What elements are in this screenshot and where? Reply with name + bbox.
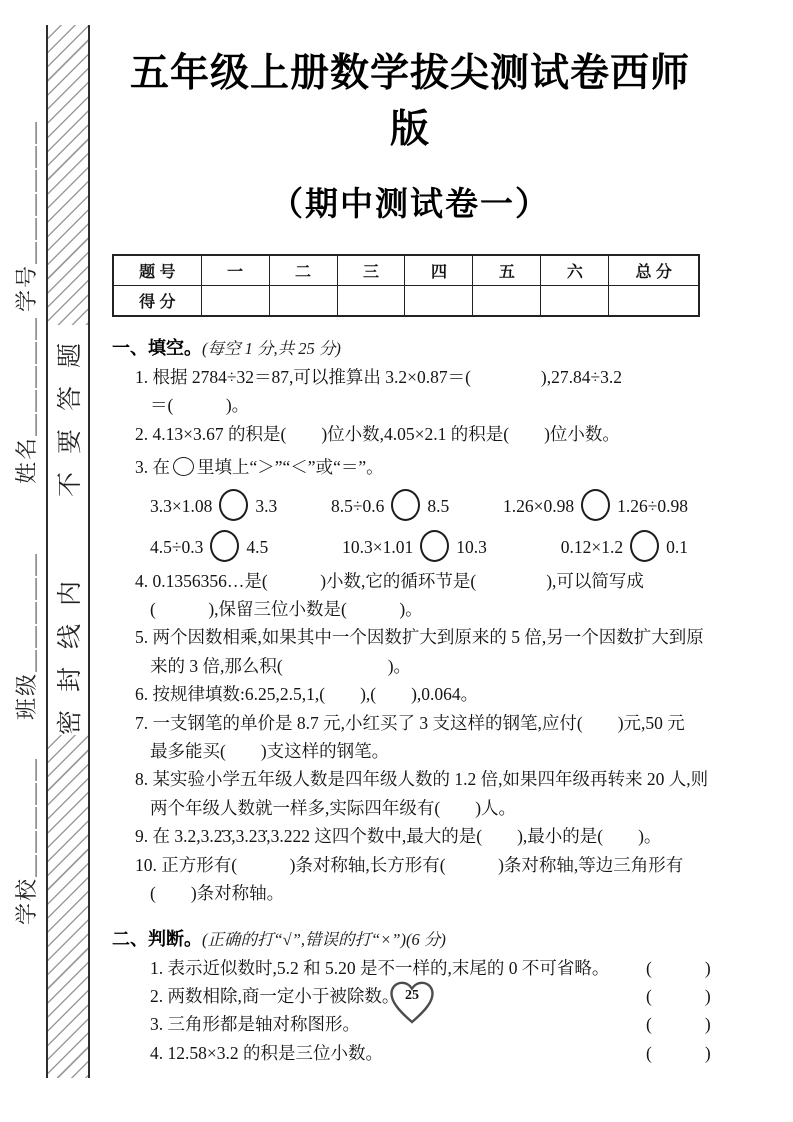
main-content bbox=[112, 42, 717, 1067]
compare-left: 8.5÷0.6 bbox=[331, 496, 385, 517]
hatch-pattern-bottom bbox=[48, 735, 88, 1078]
section-judge-title: 判断。 bbox=[148, 928, 202, 949]
question-9: 9. 在 3.2,3.2̇3̇,3.23̇,3.222 这四个数中,最大的是( ),最小的是( )。 bbox=[135, 826, 662, 847]
judge-answer-blank: ( ) bbox=[646, 957, 717, 978]
question-8-line-2: 两个年级人数就一样多,实际四年级有( )人。 bbox=[150, 797, 517, 818]
seal-text-lower: 密封线内 bbox=[57, 562, 84, 735]
compare-right: 0.1 bbox=[666, 537, 688, 558]
question-8-line-1: 8. 某实验小学五年级人数是四年级人数的 1.2 倍,如果四年级再转来 20 人,则 bbox=[135, 769, 709, 790]
score-table-header-cell: 总 分 bbox=[609, 255, 699, 286]
compare-left: 4.5÷0.3 bbox=[150, 537, 204, 558]
page-number-badge bbox=[388, 980, 436, 1026]
comparison-circle-icon bbox=[210, 530, 239, 562]
compare-left: 1.26×0.98 bbox=[503, 496, 575, 517]
score-table-score-row bbox=[113, 286, 699, 317]
question-4-line-2: ( ),保留三位小数是( )。 bbox=[150, 599, 423, 620]
compare-left: 10.3×1.01 bbox=[342, 537, 414, 558]
comparison-circle-icon bbox=[173, 457, 194, 476]
page-number: 25 bbox=[405, 988, 419, 1003]
judge-answer-blank: ( ) bbox=[646, 1042, 717, 1063]
hatch-pattern-top bbox=[48, 25, 88, 325]
comparison-circle-icon bbox=[391, 489, 420, 521]
score-cell bbox=[541, 286, 609, 317]
comparison-pair bbox=[342, 530, 487, 562]
page-title: 五年级上册数学拔尖测试卷西师版 bbox=[129, 52, 690, 151]
score-table-header-cell: 题 号 bbox=[113, 255, 201, 286]
judge-item-text: 4. 12.58×3.2 的积是三位小数。 bbox=[150, 1042, 383, 1063]
student-id-label: 学号＿＿＿＿＿＿ bbox=[13, 119, 39, 312]
question-5-line-1: 5. 两个因数相乘,如果其中一个因数扩大到原来的 5 倍,另一个因数扩大到原 bbox=[135, 627, 704, 648]
page-subtitle: （期中测试卷一） bbox=[270, 185, 550, 222]
school-label: 学校＿＿＿＿＿ bbox=[13, 756, 39, 925]
comparison-pair bbox=[561, 530, 688, 562]
school-field bbox=[4, 757, 46, 925]
comparison-circle-icon bbox=[420, 530, 449, 562]
compare-right: 3.3 bbox=[255, 496, 278, 517]
comparison-circle-icon bbox=[581, 489, 610, 521]
section-judge-number: 二、 bbox=[112, 928, 148, 949]
question-3-head-post: 里填上“＞”“＜”或“＝”。 bbox=[197, 457, 384, 478]
comparison-circle-icon bbox=[630, 530, 659, 562]
name-label: 姓名＿＿＿＿＿ bbox=[13, 315, 39, 484]
section-fill-title: 填空。 bbox=[148, 338, 202, 358]
judge-answer-blank: ( ) bbox=[646, 1014, 717, 1035]
judge-answer-blank: ( ) bbox=[646, 985, 717, 1006]
comparison-pair bbox=[150, 489, 277, 521]
judge-item-1 bbox=[112, 954, 717, 982]
seal-line-strip bbox=[46, 25, 90, 1078]
score-table-header-cell: 五 bbox=[473, 255, 541, 286]
compare-left: 0.12×1.2 bbox=[560, 537, 624, 558]
question-3-head-pre: 3. 在 bbox=[135, 457, 170, 478]
score-cell bbox=[405, 286, 473, 317]
comparison-circle-icon bbox=[219, 489, 248, 521]
score-table-header-cell: 一 bbox=[201, 255, 269, 286]
score-table-header-cell: 六 bbox=[541, 255, 609, 286]
score-cell bbox=[269, 286, 337, 317]
section-fill-header bbox=[112, 334, 708, 363]
compare-right: 8.5 bbox=[427, 496, 450, 517]
question-10-line-1: 10. 正方形有( )条对称轴,长方形有( )条对称轴,等边三角形有 bbox=[135, 854, 684, 875]
question-3-head bbox=[112, 453, 708, 481]
score-row-label: 得 分 bbox=[113, 286, 201, 317]
class-label: 班级＿＿＿＿＿ bbox=[13, 551, 39, 720]
score-table-header-row bbox=[113, 255, 699, 286]
judge-item-text: 1. 表示近似数时,5.2 和 5.20 是不一样的,末尾的 0 不可省略。 bbox=[150, 957, 610, 978]
judge-item-text: 3. 三角形都是轴对称图形。 bbox=[150, 1014, 360, 1035]
question-1-line-1: 1. 根据 2784÷32＝87,可以推算出 3.2×0.87＝( ),27.84÷3.2 bbox=[135, 367, 622, 387]
question-7-line-1: 7. 一支钢笔的单价是 8.7 元,小红买了 3 支这样的钢笔,应付( )元,50 元 bbox=[135, 712, 685, 733]
score-table-header-cell: 四 bbox=[405, 255, 473, 286]
judge-item-text: 2. 两数相除,商一定小于被除数。 bbox=[150, 985, 400, 1006]
section-fill-number: 一、 bbox=[112, 338, 148, 358]
compare-right: 4.5 bbox=[246, 537, 269, 558]
comparison-pair bbox=[503, 489, 688, 521]
question-2: 2. 4.13×3.67 的积是( )位小数,4.05×2.1 的积是( )位小数。 bbox=[135, 423, 620, 444]
question-6: 6. 按规律填数:6.25,2.5,1,( ),( ),0.064。 bbox=[135, 684, 479, 705]
score-table-header-cell: 二 bbox=[269, 255, 337, 286]
score-table-header-cell: 三 bbox=[337, 255, 405, 286]
seal-text-upper: 不要答题 bbox=[57, 324, 84, 497]
question-4-line-1: 4. 0.1356356…是( )小数,它的循环节是( ),可以简写成 bbox=[135, 570, 644, 591]
section-judge-header bbox=[112, 925, 708, 954]
comparison-pair bbox=[150, 530, 268, 562]
section-judge-hint: (正确的打“√”,错误的打“×”)(6 分) bbox=[202, 929, 446, 949]
compare-left: 3.3×1.08 bbox=[150, 496, 213, 517]
question-3-row-2 bbox=[112, 526, 708, 567]
score-cell bbox=[201, 286, 269, 317]
comparison-pair bbox=[331, 489, 449, 521]
score-table bbox=[112, 254, 700, 317]
score-cell bbox=[337, 286, 405, 317]
question-5-line-2: 来的 3 倍,那么积( )。 bbox=[150, 655, 412, 676]
score-cell bbox=[609, 286, 699, 317]
compare-right: 10.3 bbox=[456, 537, 487, 558]
question-10-line-2: ( )条对称轴。 bbox=[150, 883, 285, 904]
question-3-row-1 bbox=[112, 485, 708, 526]
class-field bbox=[4, 551, 46, 720]
question-1-line-2: ＝( )。 bbox=[150, 395, 250, 416]
judge-item-4 bbox=[112, 1039, 717, 1067]
name-field bbox=[4, 315, 46, 484]
compare-right: 1.26÷0.98 bbox=[617, 496, 688, 517]
section-fill-hint: (每空 1 分,共 25 分) bbox=[202, 339, 341, 358]
seal-text-zone bbox=[48, 325, 88, 735]
score-cell bbox=[473, 286, 541, 317]
question-7-line-2: 最多能买( )支这样的钢笔。 bbox=[150, 741, 390, 762]
student-id-field bbox=[4, 119, 46, 312]
